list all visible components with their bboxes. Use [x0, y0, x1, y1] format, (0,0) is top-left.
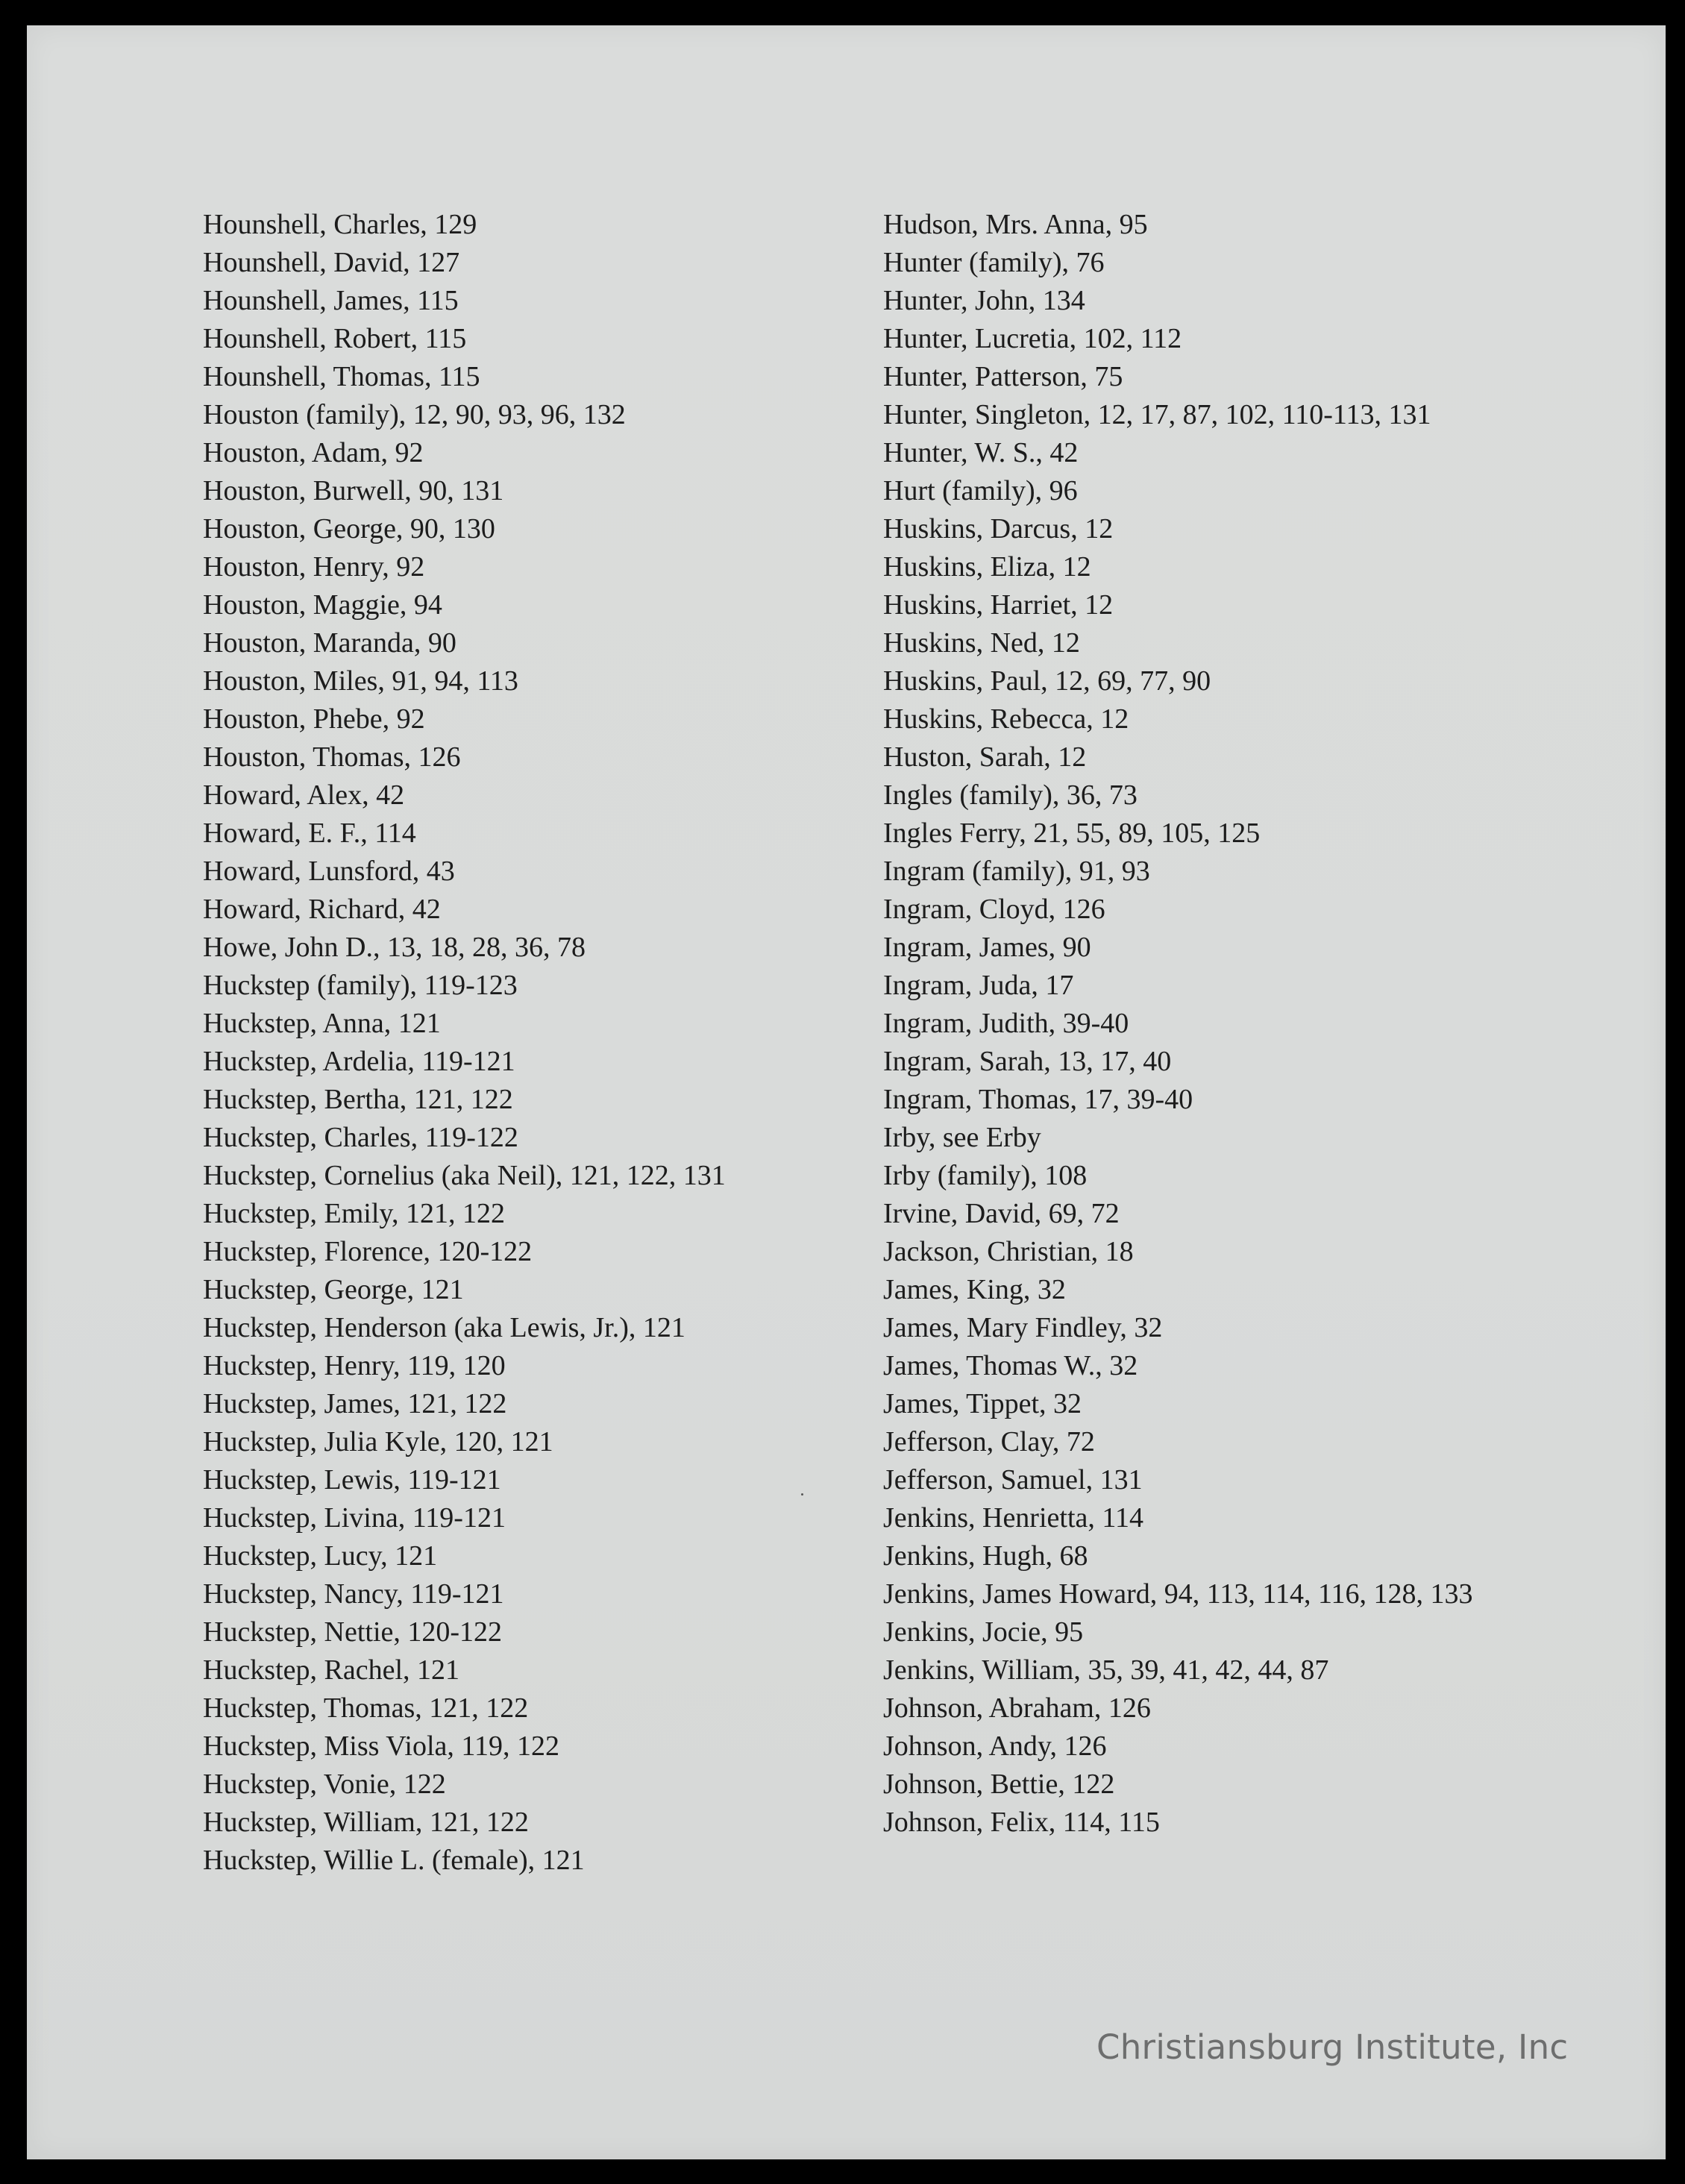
index-entry: Huckstep, Livina, 119-121 [203, 1502, 506, 1534]
index-entry: Huckstep, George, 121 [203, 1274, 464, 1305]
index-entry: Huckstep, Vonie, 122 [203, 1769, 446, 1800]
index-column-left [203, 206, 844, 1880]
index-entry: Irby (family), 108 [883, 1160, 1088, 1191]
index-entry: Houston, Maggie, 94 [203, 589, 442, 621]
index-entry: Jefferson, Clay, 72 [883, 1426, 1095, 1457]
index-entry: Huckstep, Willie L. (female), 121 [203, 1845, 585, 1876]
index-entry: Ingram, James, 90 [883, 932, 1091, 963]
index-entry: Huskins, Ned, 12 [883, 627, 1080, 659]
index-entry: Ingles Ferry, 21, 55, 89, 105, 125 [883, 818, 1261, 849]
index-entry: Hunter, Lucretia, 102, 112 [883, 323, 1182, 354]
index-entry: Huckstep, Bertha, 121, 122 [203, 1084, 513, 1115]
index-entry: Huckstep, Julia Kyle, 120, 121 [203, 1426, 553, 1457]
index-entry: Howe, John D., 13, 18, 28, 36, 78 [203, 932, 586, 963]
index-entry: Houston, Burwell, 90, 131 [203, 475, 504, 506]
index-entry: Jefferson, Samuel, 131 [883, 1464, 1143, 1496]
index-entry: Huckstep, Ardelia, 119-121 [203, 1046, 515, 1077]
index-entry: Ingram, Juda, 17 [883, 970, 1074, 1001]
index-entry: Irvine, David, 69, 72 [883, 1198, 1120, 1229]
index-entry: Hunter, W. S., 42 [883, 437, 1079, 468]
index-entry: Ingram (family), 91, 93 [883, 856, 1150, 887]
index-entry: Hounshell, Thomas, 115 [203, 361, 480, 392]
index-entry: Houston, Phebe, 92 [203, 703, 425, 735]
index-entry: Houston, Maranda, 90 [203, 627, 456, 659]
index-entry: James, Thomas W., 32 [883, 1350, 1138, 1381]
watermark-text: Christiansburg Institute, Inc [1096, 2027, 1569, 2067]
index-entry: Houston, Adam, 92 [203, 437, 424, 468]
index-entry: Howard, Lunsford, 43 [203, 856, 455, 887]
index-entry: Huckstep, William, 121, 122 [203, 1807, 529, 1838]
index-entry: Huckstep (family), 119-123 [203, 970, 518, 1001]
index-entry: Huckstep, Thomas, 121, 122 [203, 1692, 529, 1724]
index-entry: Huskins, Eliza, 12 [883, 551, 1091, 583]
index-entry: Huckstep, Emily, 121, 122 [203, 1198, 505, 1229]
index-entry: Jackson, Christian, 18 [883, 1236, 1134, 1267]
index-entry: Huckstep, James, 121, 122 [203, 1388, 507, 1419]
index-entry: Huckstep, Miss Viola, 119, 122 [203, 1730, 559, 1762]
index-entry: Hunter, Singleton, 12, 17, 87, 102, 110-113, 131 [883, 399, 1431, 430]
index-entry: Huckstep, Anna, 121 [203, 1008, 441, 1039]
index-entry: Huckstep, Henderson (aka Lewis, Jr.), 121 [203, 1312, 685, 1343]
index-entry: Huckstep, Charles, 119-122 [203, 1122, 518, 1153]
index-entry: Hounshell, Robert, 115 [203, 323, 467, 354]
index-entry: Houston, Thomas, 126 [203, 741, 461, 773]
index-entry: Hunter (family), 76 [883, 247, 1105, 278]
index-entry: Irby, see Erby [883, 1122, 1041, 1153]
index-entry: Hunter, Patterson, 75 [883, 361, 1123, 392]
index-entry: Hudson, Mrs. Anna, 95 [883, 209, 1148, 240]
paper-speck [801, 1493, 803, 1496]
index-page [27, 25, 1666, 2159]
index-entry: James, Mary Findley, 32 [883, 1312, 1163, 1343]
index-entry: Houston, George, 90, 130 [203, 513, 495, 545]
index-entry: Jenkins, Henrietta, 114 [883, 1502, 1143, 1534]
index-entry: Howard, Alex, 42 [203, 779, 405, 811]
index-entry: Jenkins, James Howard, 94, 113, 114, 116, 128, 133 [883, 1578, 1473, 1610]
index-entry: Huckstep, Cornelius (aka Neil), 121, 122, 131 [203, 1160, 726, 1191]
index-entry: Hounshell, David, 127 [203, 247, 460, 278]
index-entry: Houston (family), 12, 90, 93, 96, 132 [203, 399, 626, 430]
index-entry: Huskins, Harriet, 12 [883, 589, 1114, 621]
index-entry: Ingles (family), 36, 73 [883, 779, 1138, 811]
index-column-right [883, 206, 1554, 1842]
index-entry: Huston, Sarah, 12 [883, 741, 1087, 773]
index-entry: Huckstep, Lucy, 121 [203, 1540, 438, 1572]
index-entry: Jenkins, Hugh, 68 [883, 1540, 1088, 1572]
index-entry: Johnson, Andy, 126 [883, 1730, 1107, 1762]
index-entry: Huskins, Rebecca, 12 [883, 703, 1129, 735]
index-entry: Huckstep, Florence, 120-122 [203, 1236, 533, 1267]
index-entry: Huckstep, Rachel, 121 [203, 1654, 460, 1686]
index-entry: Johnson, Bettie, 122 [883, 1769, 1115, 1800]
index-entry: Ingram, Thomas, 17, 39-40 [883, 1084, 1193, 1115]
index-entry: Ingram, Judith, 39-40 [883, 1008, 1129, 1039]
index-entry: James, Tippet, 32 [883, 1388, 1082, 1419]
index-entry: Huskins, Paul, 12, 69, 77, 90 [883, 665, 1211, 697]
index-entry: Houston, Miles, 91, 94, 113 [203, 665, 518, 697]
index-entry: Houston, Henry, 92 [203, 551, 425, 583]
index-entry: Howard, E. F., 114 [203, 818, 416, 849]
index-entry: Hunter, John, 134 [883, 285, 1085, 316]
index-entry: Johnson, Abraham, 126 [883, 1692, 1151, 1724]
index-entry: Huckstep, Nettie, 120-122 [203, 1616, 503, 1648]
index-entry: Jenkins, Jocie, 95 [883, 1616, 1084, 1648]
index-entry: James, King, 32 [883, 1274, 1066, 1305]
index-entry: Huckstep, Lewis, 119-121 [203, 1464, 501, 1496]
index-entry: Huckstep, Henry, 119, 120 [203, 1350, 506, 1381]
index-entry: Johnson, Felix, 114, 115 [883, 1807, 1160, 1838]
index-entry: Jenkins, William, 35, 39, 41, 42, 44, 87 [883, 1654, 1329, 1686]
index-entry: Huskins, Darcus, 12 [883, 513, 1114, 545]
index-entry: Huckstep, Nancy, 119-121 [203, 1578, 504, 1610]
index-entry: Hounshell, Charles, 129 [203, 209, 477, 240]
index-entry: Ingram, Cloyd, 126 [883, 894, 1105, 925]
index-entry: Hounshell, James, 115 [203, 285, 459, 316]
index-entry: Howard, Richard, 42 [203, 894, 441, 925]
index-entry: Ingram, Sarah, 13, 17, 40 [883, 1046, 1172, 1077]
index-entry: Hurt (family), 96 [883, 475, 1078, 506]
